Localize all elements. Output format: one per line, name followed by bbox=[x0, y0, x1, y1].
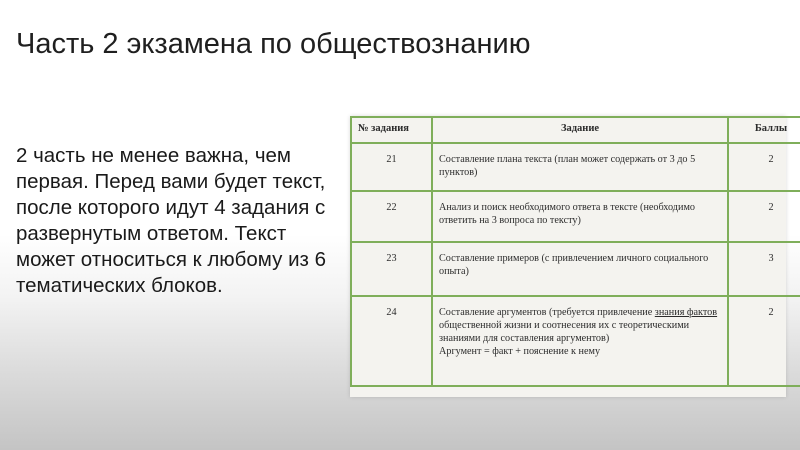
table-row bbox=[351, 191, 800, 242]
table-header-row bbox=[351, 117, 800, 143]
header-task-number: № задания bbox=[351, 117, 432, 143]
task-number-cell: 21 bbox=[351, 143, 432, 191]
task-points-cell: 2 bbox=[728, 296, 800, 386]
task-text-underlined: знания фактов bbox=[654, 307, 718, 318]
task-description-cell: Анализ и поиск необходимого ответа в тексте (необходимо ответить на 3 вопроса по тексту) bbox=[432, 191, 728, 242]
task-description-cell: Составление плана текста (план может содержать от 3 до 5 пунктов) bbox=[432, 143, 728, 191]
task-number-cell: 23 bbox=[351, 242, 432, 296]
task-points-cell: 3 bbox=[728, 242, 800, 296]
task-number-cell: 22 bbox=[351, 191, 432, 242]
task-points-cell: 2 bbox=[728, 191, 800, 242]
task-description-cell: Составление примеров (с привлечением личного социального опыта) bbox=[432, 242, 728, 296]
table-row bbox=[351, 242, 800, 296]
header-points: Баллы bbox=[728, 117, 800, 143]
slide-title: Часть 2 экзамена по обществознанию bbox=[16, 28, 531, 60]
task-text-after: общественной жизни и соотнесения их с теоретическими знаниями для составления аргументов) bbox=[439, 320, 690, 344]
task-number-cell: 24 bbox=[351, 296, 432, 386]
slide-body-text: 2 часть не менее важна, чем первая. Перед вами будет текст, после которого идут 4 задания с развернутым ответом. Текст может относиться к любому из 6 тематических блоков. bbox=[16, 144, 327, 297]
task-points-cell: 2 bbox=[728, 143, 800, 191]
task-text-formula: Аргумент = факт + пояснение к нему bbox=[439, 346, 601, 357]
header-task: Задание bbox=[432, 117, 728, 143]
table-row bbox=[351, 296, 800, 386]
task-text-before: Составление аргументов (требуется привлечение bbox=[439, 307, 653, 318]
tasks-table-image bbox=[350, 116, 786, 397]
task-description-cell bbox=[432, 296, 728, 386]
tasks-table bbox=[350, 116, 800, 387]
table-row bbox=[351, 143, 800, 191]
